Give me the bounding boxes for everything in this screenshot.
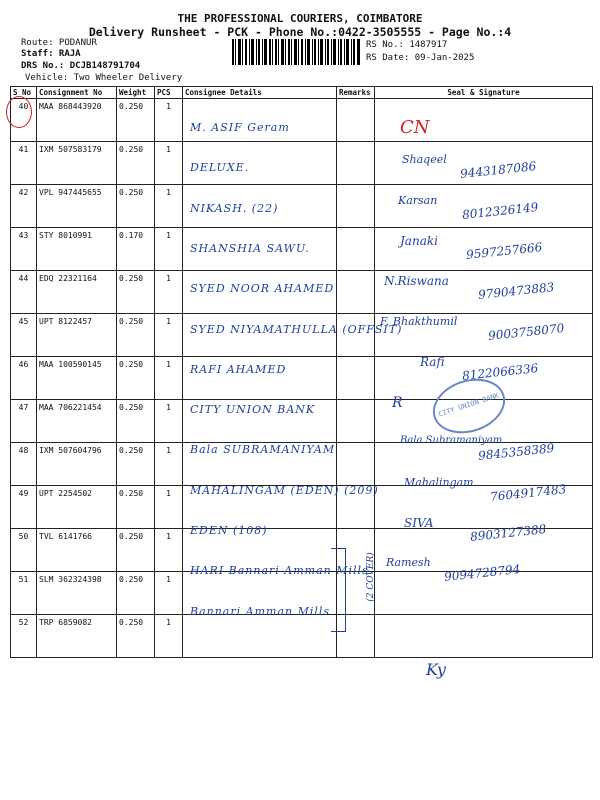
signature-handwriting: Rafi — [420, 354, 445, 369]
vehicle-label: Vehicle: Two Wheeler Delivery — [25, 73, 183, 83]
weight-cell: 0.250 — [117, 271, 155, 314]
barcode-icon — [232, 39, 360, 65]
column-header-signature: Seal & Signature — [375, 87, 593, 99]
sno-cell: 40 — [11, 99, 37, 142]
consignment-cell: UPT 8122457 — [37, 314, 117, 357]
weight-cell: 0.250 — [117, 443, 155, 486]
consignment-cell: SLM 362324398 — [37, 572, 117, 615]
signature-handwriting: N.Riswana — [384, 274, 449, 289]
consignment-cell: IXM 507583179 — [37, 142, 117, 185]
sno-cell: 43 — [11, 228, 37, 271]
consignment-cell: MAA 100590145 — [37, 357, 117, 400]
signature-handwriting: Karsan — [398, 193, 438, 207]
consignee-handwriting: NIKASH. (22) — [190, 201, 279, 215]
column-header-pcs: PCS — [155, 87, 183, 99]
consignment-cell: MAA 706221454 — [37, 400, 117, 443]
weight-cell: 0.250 — [117, 185, 155, 228]
city-union-bank-stamp: CITY UNION BANK — [426, 370, 512, 442]
weight-cell: 0.250 — [117, 486, 155, 529]
consignee-handwriting: RAFI AHAMED — [190, 362, 287, 376]
column-header-weight: Weight — [117, 87, 155, 99]
pcs-cell: 1 — [155, 185, 183, 228]
consignment-cell: VPL 947445655 — [37, 185, 117, 228]
consignee-handwriting: EDEN (108) — [190, 524, 268, 537]
pcs-cell: 1 — [155, 228, 183, 271]
consignee-handwriting: SHANSHIA SAWU. — [190, 241, 310, 255]
pcs-cell: 1 — [155, 142, 183, 185]
consignment-cell: STY 8010991 — [37, 228, 117, 271]
phone-handwriting: 9443187086 — [459, 159, 537, 182]
consignee-handwriting: Bannari Amman Mills — [190, 604, 331, 618]
phone-handwriting: 8012326149 — [461, 199, 539, 222]
signature-handwriting: Bala Subramaniyam — [400, 435, 503, 447]
rs-date: RS Date: 09-Jan-2025 — [366, 53, 475, 63]
consignment-cell: TRP 6859082 — [37, 615, 117, 658]
consignment-cell: IXM 507604796 — [37, 443, 117, 486]
pcs-cell: 1 — [155, 572, 183, 615]
weight-cell: 0.250 — [117, 357, 155, 400]
pcs-cell: 1 — [155, 99, 183, 142]
pcs-cell: 1 — [155, 400, 183, 443]
sno-cell: 46 — [11, 357, 37, 400]
consignee-cell — [183, 615, 337, 658]
remarks-cell — [337, 271, 375, 314]
signature-cell — [375, 615, 593, 658]
sno-cell: 49 — [11, 486, 37, 529]
sno-cell: 42 — [11, 185, 37, 228]
column-header-consignment: Consignment No — [37, 87, 117, 99]
consignment-cell: TVL 6141766 — [37, 529, 117, 572]
table-header-row — [11, 87, 593, 99]
consignee-handwriting: SYED NIYAMATHULLA (OFFSIT) — [190, 322, 403, 336]
remarks-cell — [337, 99, 375, 142]
phone-handwriting: 9003758070 — [487, 320, 565, 343]
weight-cell: 0.250 — [117, 400, 155, 443]
consignment-cell: EDQ 22321164 — [37, 271, 117, 314]
phone-handwriting: 7604917483 — [489, 481, 567, 504]
weight-cell: 0.250 — [117, 572, 155, 615]
drs-number: DRS No.: DCJB148791704 — [21, 61, 141, 71]
phone-handwriting: 9094728794 — [443, 562, 521, 585]
remarks-cell — [337, 142, 375, 185]
phone-handwriting: 8122066336 — [461, 360, 539, 383]
signature-handwriting: CN — [400, 117, 430, 138]
signature-handwriting: R — [392, 395, 403, 412]
consignee-handwriting: CITY UNION BANK — [190, 403, 316, 417]
company-title: THE PROFESSIONAL COURIERS, COIMBATORE — [177, 12, 423, 25]
consignee-cell — [183, 99, 337, 142]
route-label: Route: PODANUR — [21, 38, 97, 48]
signature-handwriting: F. Bhakthumil — [380, 314, 458, 328]
row-40-circle-mark — [6, 96, 32, 128]
remarks-cell — [337, 400, 375, 443]
consignee-handwriting: HARI Bannari Amman Mills — [190, 564, 369, 578]
remarks-cell — [337, 228, 375, 271]
sno-cell: 44 — [11, 271, 37, 314]
pcs-cell: 1 — [155, 486, 183, 529]
consignee-handwriting: Bala SUBRAMANIYAM — [190, 443, 336, 457]
signature-handwriting: Shaqeel — [402, 153, 447, 167]
remarks-cell — [337, 185, 375, 228]
consignee-handwriting: MAHALINGAM (EDEN) (209) — [190, 483, 379, 497]
consignment-cell: MAA 868443920 — [37, 99, 117, 142]
sno-cell: 51 — [11, 572, 37, 615]
weight-cell: 0.170 — [117, 228, 155, 271]
sno-cell: 52 — [11, 615, 37, 658]
phone-handwriting: 9845358389 — [477, 441, 555, 464]
pcs-cell: 1 — [155, 443, 183, 486]
remarks-cell — [337, 357, 375, 400]
sno-cell: 47 — [11, 400, 37, 443]
bracket-note: (2 COVER) — [365, 552, 376, 602]
sno-cell: 48 — [11, 443, 37, 486]
weight-cell: 0.250 — [117, 99, 155, 142]
consignee-handwriting: M. ASIF Geram — [190, 121, 290, 134]
column-header-consignee: Consignee Details — [183, 87, 337, 99]
phone-handwriting: 9790473883 — [477, 280, 555, 303]
remarks-bracket — [331, 548, 346, 632]
pcs-cell: 1 — [155, 314, 183, 357]
weight-cell: 0.250 — [117, 142, 155, 185]
column-header-sno: S No — [11, 87, 37, 99]
phone-handwriting: 9597257666 — [465, 239, 543, 262]
pcs-cell: 1 — [155, 615, 183, 658]
pcs-cell: 1 — [155, 357, 183, 400]
sno-cell: 50 — [11, 529, 37, 572]
phone-handwriting: 8903127388 — [469, 522, 547, 544]
signature-handwriting: Janaki — [400, 233, 438, 248]
weight-cell: 0.250 — [117, 615, 155, 658]
weight-cell: 0.250 — [117, 529, 155, 572]
signature-handwriting: SIVA — [404, 516, 434, 530]
runsheet-subtitle: Delivery Runsheet - PCK - Phone No.:0422-3505555 - Page No.:4 — [88, 25, 512, 39]
rs-number: RS No.: 1487917 — [366, 40, 448, 50]
sno-cell: 41 — [11, 142, 37, 185]
consignee-handwriting: DELUXE. — [190, 161, 250, 175]
footer-mark: Ky — [426, 660, 446, 679]
staff-label: Staff: RAJA — [21, 49, 81, 59]
column-header-remarks: Remarks — [337, 87, 375, 99]
pcs-cell: 1 — [155, 271, 183, 314]
table-row — [11, 99, 593, 142]
consignee-handwriting: SYED NOOR AHAMED — [190, 282, 335, 296]
signature-handwriting: Mahalingam — [404, 475, 474, 489]
pcs-cell: 1 — [155, 529, 183, 572]
sno-cell: 45 — [11, 314, 37, 357]
signature-handwriting: Ramesh — [386, 556, 431, 570]
weight-cell: 0.250 — [117, 314, 155, 357]
consignment-cell: UPT 2254502 — [37, 486, 117, 529]
table-row — [11, 615, 593, 658]
remarks-cell — [337, 443, 375, 486]
